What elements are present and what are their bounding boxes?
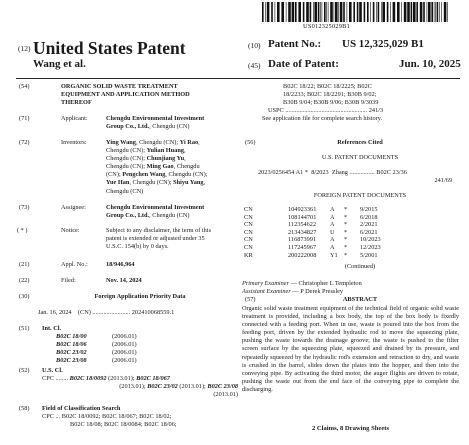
patent-no-code: (10) <box>248 41 261 50</box>
foreign-doc-row: CN 112354622 A * 2/2021 <box>244 221 378 229</box>
continued: (Continued) <box>344 263 376 270</box>
field-search-continued: B02C 18/22; B02C 18/2225; B02C 18/2233; B02C 18/2291; B30B 9/02; B30B 9/04; B30B 9/06; B30B 9/3039 <box>283 83 379 107</box>
uspc-line: USPC .................................................... 241/3 <box>268 107 384 114</box>
notice-code: ( * ) <box>17 227 28 234</box>
inventors: Ying Wang, Chengdu (CN); Yi Rao, Chengdu (CN); Yulian Huang, Chengdu (CN); Chunjiang Yu, Chengdu (CN); Ming Gao, Chengdu (CN); Pengchen Wang, Chengdu (CN); Yue Han, Chengdu (CN); Shiyu Yang, Chengdu (CN) <box>106 139 208 195</box>
intcl-heading: Int. Cl. <box>42 325 62 332</box>
applicant-code: (71) <box>19 115 30 122</box>
applicant-label: Applicant: <box>61 115 88 122</box>
abstract-text: Organic solid waste treatment equipment of the technical field of organic solid waste treatment is provided, including a box body, the top of the box body is fixedly connected with a feeding port. When in use, waste is poured into the box from the feeding port, driven by the extended hydraulic rod to move the squeezing plate, pushing the waste towards the drainage groove; the waste is pushed to the filter screen surface by the squeezing plate, squeezed and drained by its pressure, and repeatedly squeezed by the hydraulic rod's extension and retraction to dry, and waste is crushed in the barrel, slides down the plates into the hopper, and then into the conveying pipe. By activating the third motor, the auger flights are driven to rotate, pushing the waste out from the end face of the conveying pipe to complete the discharging. <box>242 305 459 393</box>
refs-heading: References Cited <box>337 139 383 146</box>
appl-code: (21) <box>19 261 30 268</box>
foreign-doc-row: CN 213434827 U * 6/2021 <box>244 228 378 236</box>
applicant: Chengdu Environmental Investment Group Co., Ltd., Chengdu (CN) <box>106 115 205 131</box>
foreign-code: (30) <box>19 293 30 300</box>
invention-title: ORGANIC SOLID WASTE TREATMENT EQUIPMENT AND APPLICATION METHOD THEREOF <box>61 83 190 107</box>
foreign-doc-row: CN 117245967 A * 12/2023 <box>244 243 381 251</box>
barcode <box>262 2 448 22</box>
title-code: (54) <box>19 83 30 90</box>
field-heading: Field of Classification Search <box>42 405 121 412</box>
uscl-heading: U.S. Cl. <box>42 367 63 374</box>
filed-date: Nov. 14, 2024 <box>106 277 142 284</box>
foreign-priority-row: Jan. 16, 2024 (CN) ........................ 202410068559.1 <box>38 309 175 316</box>
filed-code: (22) <box>19 277 30 284</box>
filed-label: Filed: <box>61 277 76 284</box>
intcl-code: (51) <box>19 325 30 332</box>
authors: Wang et al. <box>33 58 86 70</box>
foreign-doc-row: KR 200222008 Y1 * 5/2001 <box>244 251 378 259</box>
assignee: Chengdu Environmental Investment Group Co., Ltd., Chengdu (CN) <box>106 204 205 220</box>
patent-no: US 12,325,029 B1 <box>342 38 424 50</box>
assignee-code: (73) <box>19 204 30 211</box>
foreign-doc-row: CN 116873991 A * 10/2023 <box>244 236 381 244</box>
notice: Subject to any disclaimer, the term of this patent is extended or adjusted under 35 U.S.C. 154(b) by 0 days. <box>106 227 212 251</box>
barcode-number: US012325029B1 <box>303 23 350 30</box>
date-label: Date of Patent: <box>268 58 339 70</box>
header-divider <box>16 78 460 79</box>
abstract-heading: ABSTRACT <box>342 296 378 303</box>
notice-label: Notice: <box>61 227 80 234</box>
date-code: (45) <box>248 61 261 70</box>
see-application: See application file for complete search history. <box>262 115 383 122</box>
inventors-label: Inventors: <box>61 139 87 146</box>
appl-label: Appl. No.: <box>61 261 88 268</box>
foreign-docs-table <box>244 206 402 259</box>
foreign-heading: Foreign Application Priority Data <box>94 293 186 300</box>
us-docs-heading: U.S. PATENT DOCUMENTS <box>321 154 399 161</box>
uscl-code: (52) <box>19 367 30 374</box>
patent-title: United States Patent <box>33 38 186 58</box>
foreign-doc-row: CN 108144701 A * 6/2018 <box>244 213 378 221</box>
examiners: Primary Examiner — Christopher L Templeton Assistant Examiner — P Derek Pressley <box>242 280 362 296</box>
foreign-doc-row: CN 104923361 A * 9/2015 <box>244 206 378 213</box>
patent-no-label: Patent No.: <box>268 38 322 50</box>
refs-code: (56) <box>245 139 256 146</box>
claims-count: 2 Claims, 8 Drawing Sheets <box>311 425 390 432</box>
us-doc-row: 2023/0256454 A1 * 8/2023 Zhang ................ B02C 23/36 241/69 <box>258 169 452 185</box>
appl-no: 18/946,964 <box>106 261 135 268</box>
abstract-code: (57) <box>245 296 256 303</box>
field-search: CPC ... B02C 18/0092; B02C 18/067; B02C 18/02; B02C 18/08; B02C 18/0084; B02C 18/06; <box>42 413 177 429</box>
intcl-list: B02C 18/00 (2006.01) B02C 18/06 (2006.01) B02C 23/02 (2006.01) B02C 23/08 (2006.01) <box>56 333 137 365</box>
field-code: (58) <box>19 405 30 412</box>
inventors-code: (72) <box>19 139 30 146</box>
country-code: (12) <box>18 44 31 53</box>
assignee-label: Assignee: <box>61 204 86 211</box>
uscl-list: CPC ........ B02C 18/0092 (2013.01); B02C 18/067 (2013.01); B02C 23/02 (2013.01); B02C 23/08 (2013.01) <box>42 375 238 399</box>
patent-date: Jun. 10, 2025 <box>399 58 461 70</box>
foreign-docs-heading: FOREIGN PATENT DOCUMENTS <box>313 192 407 199</box>
